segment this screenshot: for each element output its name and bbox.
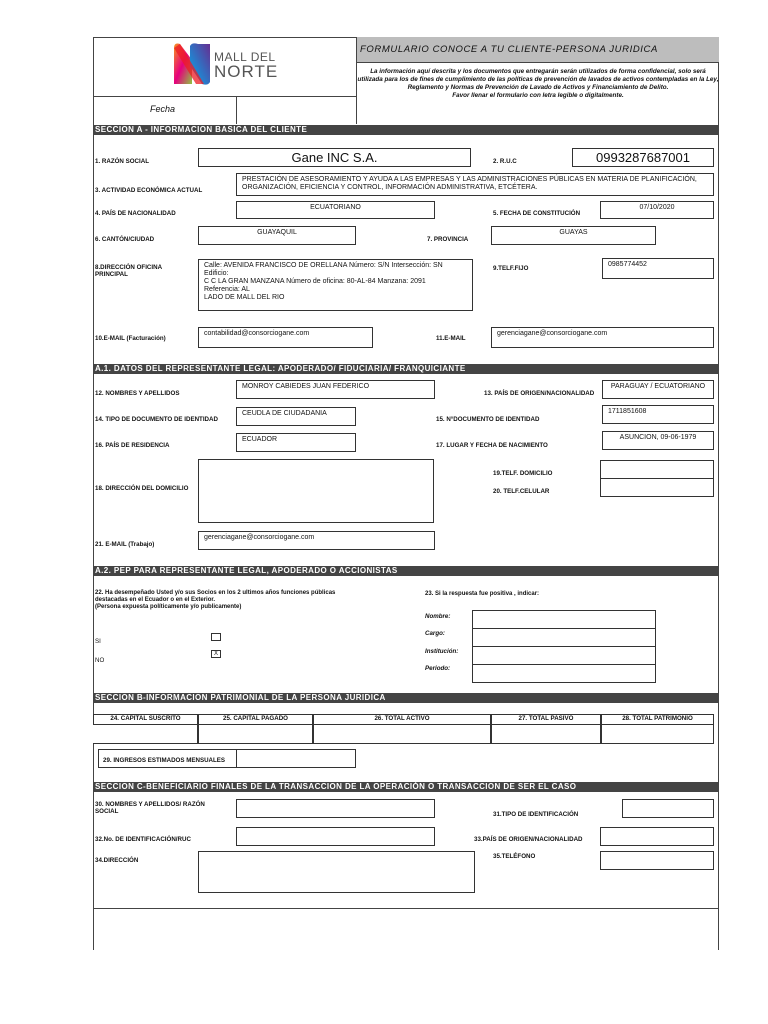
direccion-line-2: C C LA GRAN MANZANA Número de oficina: 80-AL-84 Manzana: 2091	[204, 278, 426, 285]
capital-pagado-field[interactable]	[198, 724, 313, 744]
email-facturacion-field[interactable]: contabilidad@consorciogane.com	[198, 327, 373, 348]
section-a1-header: A.1. DATOS DEL REPRESENTANTE LEGAL: APODERADO/ FIDUCIARIA/ FRANQUICIANTE	[93, 364, 719, 374]
email-facturacion-label: 10.E-MAIL (Facturación)	[95, 335, 166, 342]
beneficiario-direccion-field[interactable]	[198, 851, 475, 893]
no-label: NO	[95, 657, 105, 664]
tipo-identificacion-field[interactable]	[622, 799, 714, 818]
num-identificacion-field[interactable]	[236, 827, 435, 846]
tipo-identificacion-label: 31.TIPO DE IDENTIFICACIÓN	[493, 811, 579, 818]
fecha-label: Fecha	[150, 104, 176, 114]
pep-institucion-label: Institución:	[425, 648, 459, 655]
tipo-documento-field[interactable]: CEUDLA DE CIUDADANIA	[236, 407, 356, 426]
razon-social-label: 1. RAZÓN SOCIAL	[95, 158, 149, 165]
pep-cargo-field[interactable]	[472, 628, 656, 647]
beneficiario-telefono-label: 35.TELÉFONO	[493, 853, 536, 860]
pep-nombre-label: Nombre:	[425, 613, 451, 620]
capital-pagado-header: 25. CAPITAL PAGADO	[198, 714, 313, 725]
ruc-field[interactable]: 0993287687001	[572, 148, 714, 167]
razon-social-field[interactable]: Gane INC S.A.	[198, 148, 471, 167]
ingresos-field[interactable]	[236, 749, 356, 768]
pep-question-text: 22. Ha desempeñado Usted y/o sus Socios en los 2 ultimos años funciones públicas destacadas en el Ecuador o en el Exterior.	[95, 590, 336, 603]
capital-suscrito-field[interactable]	[93, 724, 198, 744]
telf-celular-label: 20. TELF.CELULAR	[493, 488, 550, 495]
pep-question	[95, 590, 365, 611]
notice-text-2: Favor llenar el formulario con letra legible o digitalmente.	[452, 92, 624, 99]
email-trabajo-field[interactable]: gerenciagane@consorciogane.com	[198, 531, 435, 550]
ingresos-label: 29. INGRESOS ESTIMADOS MENSUALES	[103, 757, 226, 764]
residencia-label: 16. PAÍS DE RESIDENCIA	[95, 442, 170, 449]
pep-institucion-field[interactable]	[472, 646, 656, 665]
pep-question-note: (Persona expuesta políticamente y/o publicamente)	[95, 604, 242, 610]
actividad-field[interactable]: PRESTACIÓN DE ASESORAMIENTO Y AYUDA A LAS EMPRESAS Y LAS ADMINISTRACIONES PÚBLICAS EN MATERIA DE PLANIFICACIÓN, ORGANIZACIÓN, EFICIENCIA Y CONTROL, INFORMACIÓN ADMINISTRATIVA, ETCÉTERA.	[236, 173, 714, 196]
pep-periodo-field[interactable]	[472, 664, 656, 683]
email-trabajo-label: 21. E-MAIL (Trabajo)	[95, 541, 155, 548]
logo-text-top: MALL DEL	[214, 50, 276, 64]
no-checkbox[interactable]: X	[211, 650, 221, 658]
total-activo-header: 26. TOTAL ACTIVO	[313, 714, 491, 725]
beneficiario-direccion-label: 34.DIRECCIÓN	[95, 857, 139, 864]
provincia-field[interactable]: GUAYAS	[491, 226, 656, 245]
section-a-header: SECCION A - INFORMACION BASICA DEL CLIENTE	[93, 125, 719, 135]
form-title: FORMULARIO CONOCE A TU CLIENTE-PERSONA JURIDICA	[357, 37, 719, 63]
nacimiento-field[interactable]: ASUNCION, 09-06-1979	[602, 431, 714, 450]
pep-cargo-label: Cargo:	[425, 630, 445, 637]
direccion-line-3: Referencia: AL	[204, 286, 250, 293]
num-documento-label: 15. N°DOCUMENTO DE IDENTIDAD	[436, 416, 540, 423]
logo-n-icon	[170, 40, 214, 88]
fecha-input[interactable]	[236, 96, 357, 124]
section-c-header: SECCION C-BENEFICIARIO FINALES DE LA TRANSACCION DE LA OPERACIÓN O TRANSACCION DE SER EL CASO	[93, 782, 719, 792]
notice-text: La información aquí descrita y los documentos que entregarán serán utilizados de forma confidencial, solo será utilizada para los de fines de cumplimiento de las políticas de prevención de lavados de activos contempladas en la Ley, Reglamento y Normas de Prevención de Lavado de Activos y Financiamiento de Delito.	[357, 68, 719, 91]
pais-origen-label: 13. PAÍS DE ORIGEN/NACIONALIDAD	[484, 390, 595, 397]
si-checkbox[interactable]	[211, 633, 221, 641]
bottom-divider	[93, 908, 719, 909]
email-label: 11.E-MAIL	[436, 335, 466, 342]
residencia-field[interactable]: ECUADOR	[236, 433, 356, 452]
beneficiario-nombres-field[interactable]	[236, 799, 435, 818]
ruc-label: 2. R.U.C	[493, 158, 517, 165]
confidentiality-notice	[357, 68, 719, 100]
tipo-documento-label: 14. TIPO DE DOCUMENTO DE IDENTIDAD	[95, 416, 218, 423]
canton-label: 6. CANTÓN/CIUDAD	[95, 236, 155, 243]
capital-suscrito-header: 24. CAPITAL SUSCRITO	[93, 714, 198, 725]
beneficiario-nombres-label: 30. NOMBRES Y APELLIDOS/ RAZÓN SOCIAL	[95, 801, 205, 815]
num-identificacion-label: 32.No. DE IDENTIFICACIÓN/RUC	[95, 836, 191, 843]
pais-nacionalidad-field[interactable]: ECUATORIANO	[236, 201, 435, 219]
fecha-constitucion-field[interactable]: 07/10/2020	[600, 201, 714, 219]
telf-domicilio-label: 19.TELF. DOMICILIO	[493, 470, 553, 477]
pep-nombre-field[interactable]	[472, 610, 656, 629]
actividad-label: 3. ACTIVIDAD ECONÓMICA ACTUAL	[95, 187, 203, 194]
ingresos-label-cell	[98, 749, 236, 768]
direccion-oficina-label: 8.DIRECCIÓN OFICINA PRINCIPAL	[95, 264, 162, 278]
num-documento-field[interactable]: 1711851608	[602, 405, 714, 424]
telf-domicilio-field[interactable]	[600, 460, 714, 479]
nacimiento-label: 17. LUGAR Y FECHA DE NACIMIENTO	[436, 442, 548, 449]
direccion-line-1: Calle: AVENIDA FRANCISCO DE ORELLANA Número: S/N Intersección: SN Edificio:	[204, 262, 443, 277]
beneficiario-telefono-field[interactable]	[600, 851, 714, 870]
telf-celular-field[interactable]	[600, 478, 714, 497]
total-activo-field[interactable]	[313, 724, 491, 744]
total-pasivo-field[interactable]	[491, 724, 601, 744]
nombres-label: 12. NOMBRES Y APELLIDOS	[95, 390, 180, 397]
telf-fijo-label: 9.TELF.FIJO	[493, 265, 529, 272]
beneficiario-pais-field[interactable]	[600, 827, 714, 846]
email-field[interactable]: gerenciagane@consorciogane.com	[491, 327, 714, 348]
mall-del-norte-logo	[170, 40, 280, 90]
canton-field[interactable]: GUAYAQUIL	[198, 226, 356, 245]
direccion-line-4: LADO DE MALL DEL RIO	[204, 294, 285, 301]
total-patrimonio-field[interactable]	[601, 724, 714, 744]
pais-origen-field[interactable]: PARAGUAY / ECUATORIANO	[602, 380, 714, 399]
pais-nacionalidad-label: 4. PAÍS DE NACIONALIDAD	[95, 210, 176, 217]
fecha-constitucion-label: 5. FECHA DE CONSTITUCIÓN	[493, 210, 581, 217]
direccion-domicilio-field[interactable]	[198, 459, 434, 523]
total-patrimonio-header: 28. TOTAL PATRIMONIO	[601, 714, 714, 725]
provincia-label: 7. PROVINCIA	[427, 236, 469, 243]
section-b-header: SECCION B-INFORMACION PATRIMONIAL DE LA PERSONA JURIDICA	[93, 693, 719, 703]
logo-text-bottom: NORTE	[214, 62, 279, 81]
nombres-field[interactable]: MONROY CABIEDES JUAN FEDERICO	[236, 380, 435, 399]
pep-followup-label: 23. Si la respuesta fue positiva , indicar:	[425, 591, 540, 597]
si-label: SI	[95, 638, 101, 645]
direccion-oficina-field[interactable]	[198, 259, 473, 311]
total-pasivo-header: 27. TOTAL PASIVO	[491, 714, 601, 725]
pep-periodo-label: Periodo:	[425, 665, 451, 672]
direccion-domicilio-label: 18. DIRECCIÓN DEL DOMICILIO	[95, 485, 189, 492]
beneficiario-pais-label: 33.PAÍS DE ORIGEN/NACIONALIDAD	[474, 836, 583, 843]
telf-fijo-field[interactable]: 0985774452	[602, 258, 714, 279]
section-a2-header: A.2. PEP PARA REPRESENTANTE LEGAL, APODERADO O ACCIONISTAS	[93, 566, 719, 576]
